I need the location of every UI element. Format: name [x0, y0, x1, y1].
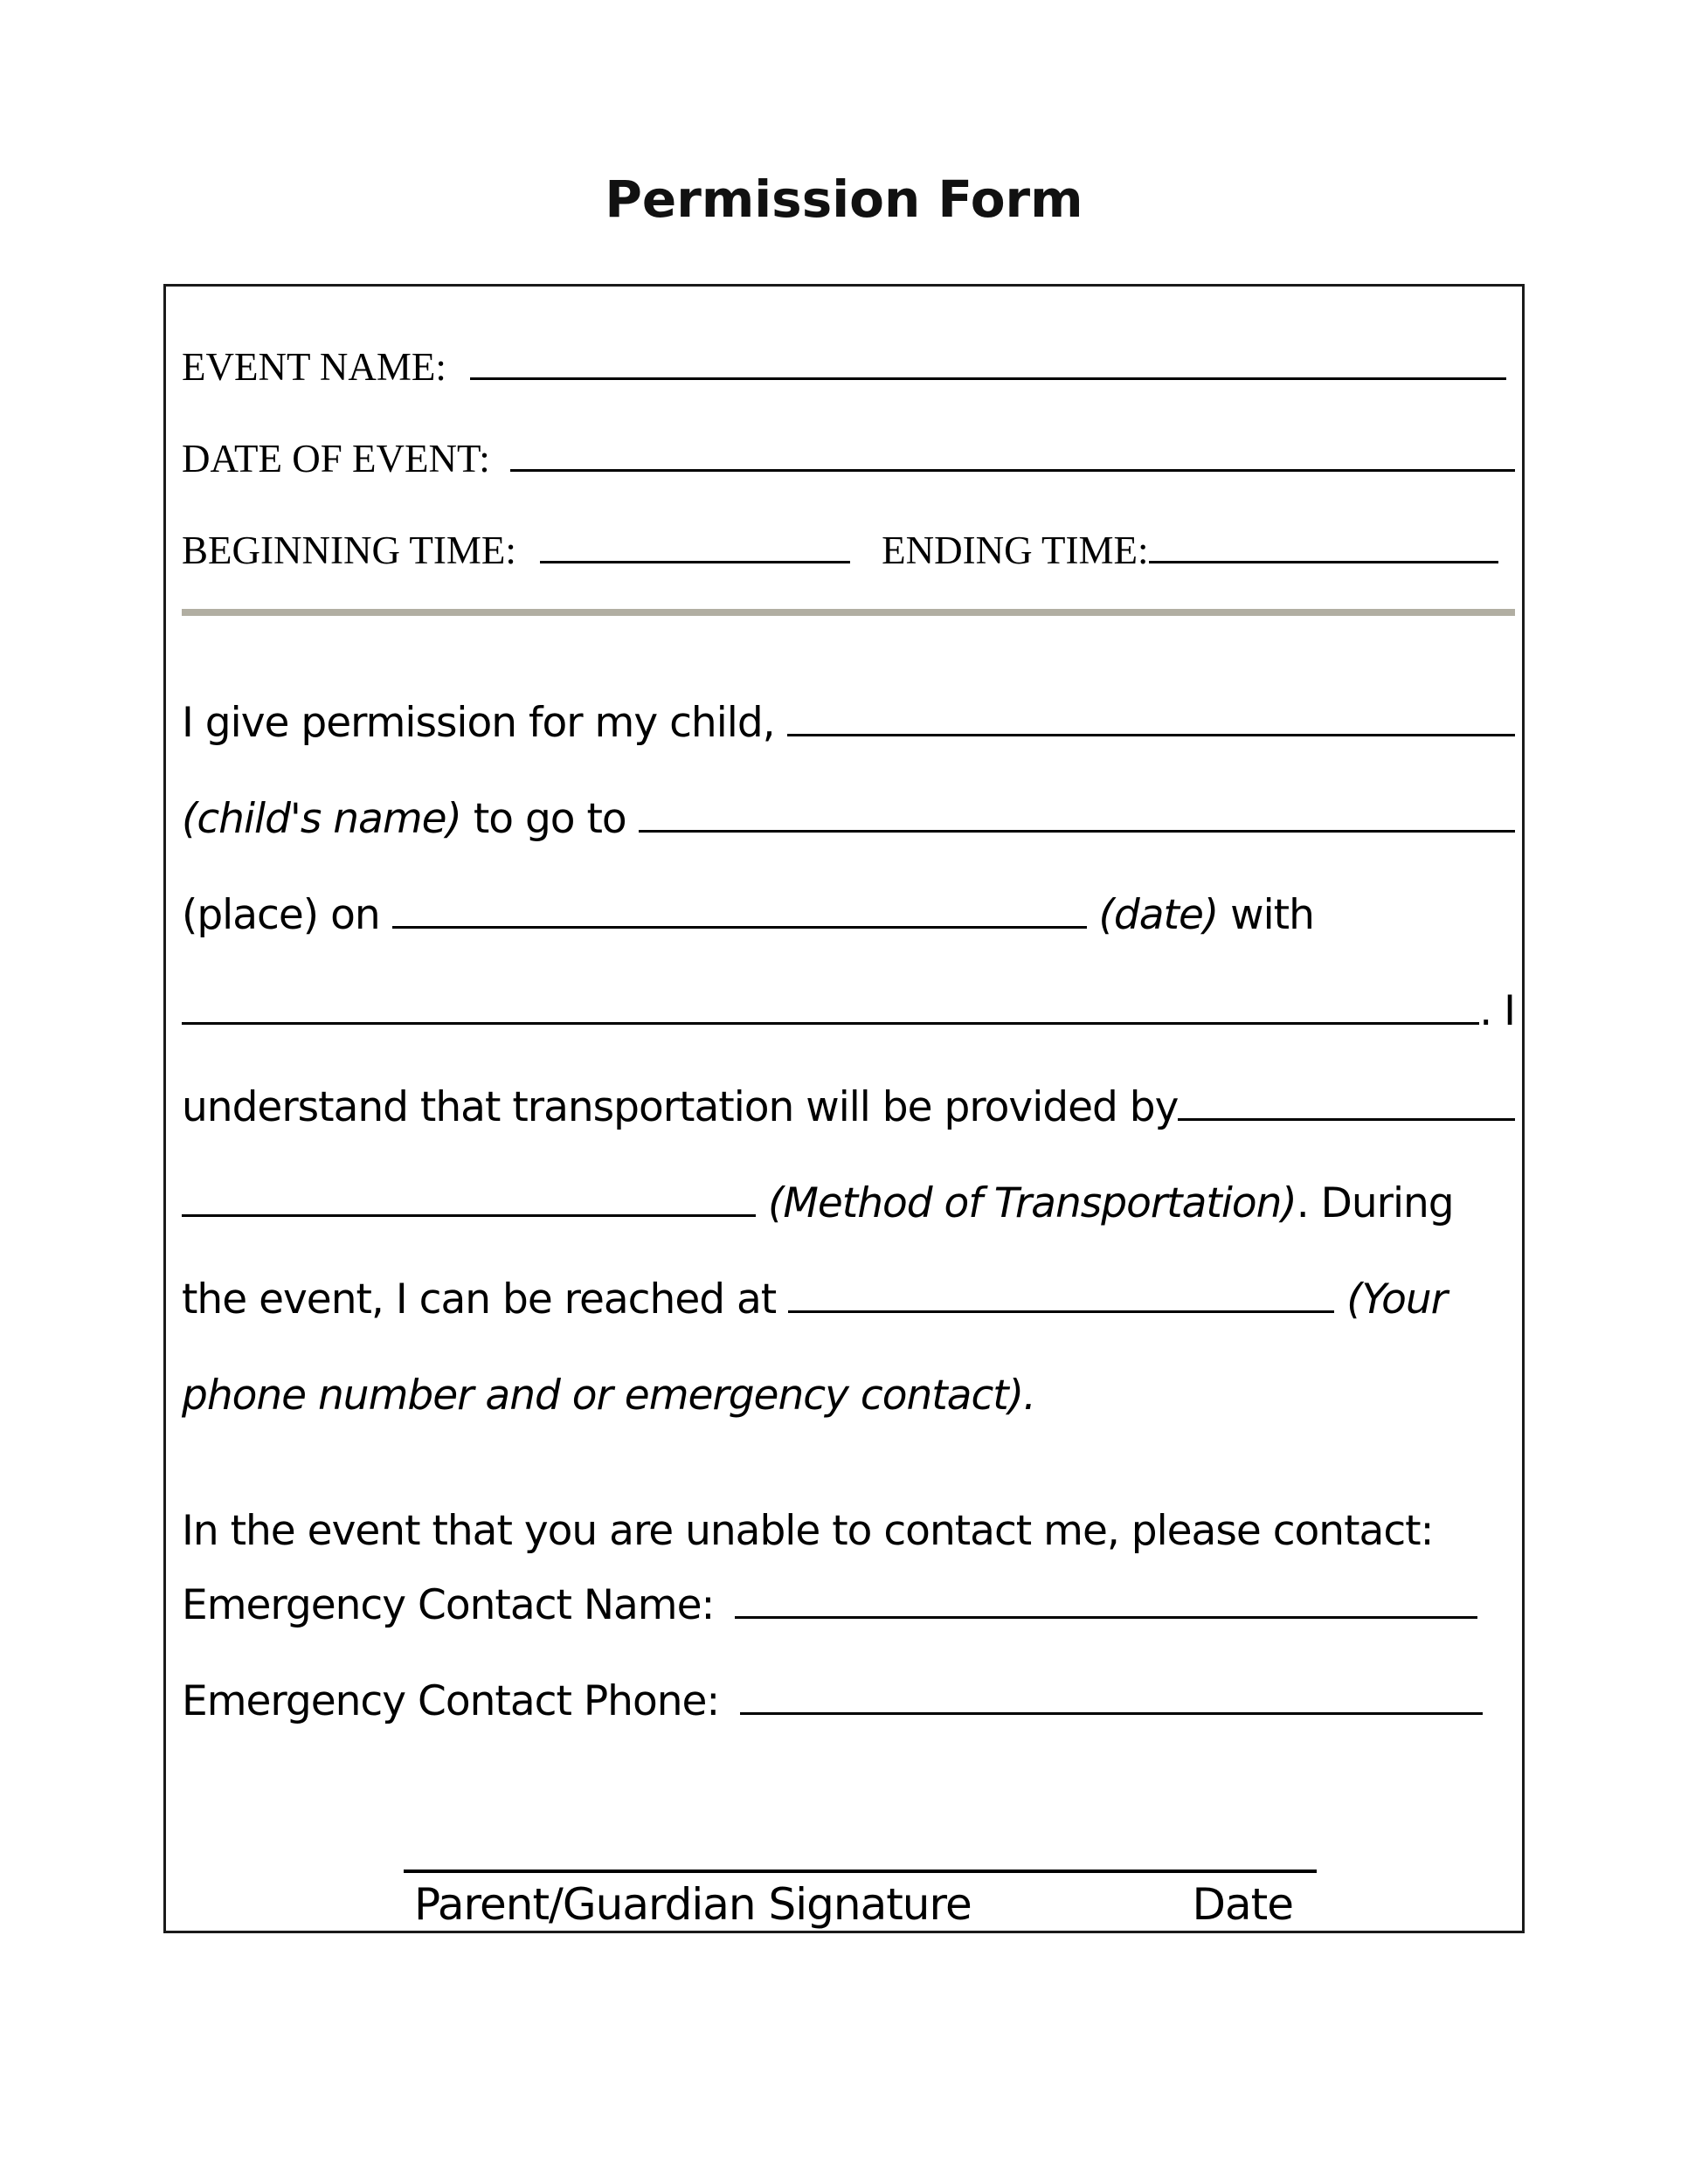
paragraph-line-1: [182, 675, 1515, 771]
transportation-blank-1: [1178, 1118, 1515, 1121]
permission-text-5: . I: [1479, 987, 1515, 1035]
emergency-phone-label: Emergency Contact Phone:: [182, 1677, 732, 1725]
emergency-phone-row: [182, 1654, 1515, 1750]
date-of-event-row: [182, 413, 1515, 505]
date-hint: (date): [1098, 891, 1219, 939]
emergency-phone-blank: [740, 1712, 1483, 1715]
paragraph-line-2: [182, 771, 1515, 867]
transportation-hint: (Method of Transportation): [768, 1179, 1297, 1227]
paragraph-line-7: [182, 1252, 1515, 1348]
permission-paragraph: [182, 675, 1515, 1444]
date-of-event-blank: [510, 469, 1515, 472]
permission-text-6: understand that transportation will be provided by: [182, 1083, 1179, 1131]
date-blank: [392, 926, 1087, 929]
beginning-time-label: BEGINNING TIME:: [182, 529, 527, 572]
phone-hint-2: phone number and or emergency contact).: [182, 1372, 1036, 1420]
emergency-name-label: Emergency Contact Name:: [182, 1581, 727, 1629]
permission-text-3: (place) on: [182, 891, 392, 939]
date-of-event-label: DATE OF EVENT:: [182, 437, 500, 480]
permission-text-1: I give permission for my child,: [182, 699, 787, 747]
signature-label: Parent/Guardian Signature: [414, 1879, 972, 1930]
paragraph-line-5: [182, 1060, 1515, 1156]
paragraph-line-4: [182, 964, 1515, 1060]
form-title: Permission Form: [605, 169, 1083, 229]
reached-at-blank: [788, 1310, 1334, 1313]
paragraph-line-6: [182, 1156, 1515, 1252]
event-name-row: [182, 321, 1515, 413]
date-label: Date: [1192, 1879, 1293, 1930]
paragraph-line-3: [182, 867, 1515, 964]
child-name-hint: (child's name): [182, 795, 461, 843]
permission-text-7: . During: [1296, 1179, 1454, 1227]
chaperone-blank: [182, 1022, 1479, 1025]
section-divider: [182, 609, 1515, 616]
place-blank: [639, 830, 1515, 833]
emergency-name-blank: [735, 1616, 1477, 1619]
event-name-label: EVENT NAME:: [182, 345, 457, 389]
beginning-time-blank: [540, 561, 850, 563]
times-row: [182, 505, 1515, 597]
event-name-blank: [470, 377, 1506, 380]
ending-time-blank: [1149, 561, 1498, 563]
form-box: [163, 284, 1525, 1933]
transportation-blank-2: [182, 1214, 756, 1217]
emergency-intro-text: In the event that you are unable to contact me, please contact:: [182, 1507, 1434, 1555]
signature-line: [404, 1870, 1317, 1931]
permission-text-4: with: [1218, 891, 1314, 939]
permission-text-8: the event, I can be reached at: [182, 1275, 789, 1324]
paragraph-line-8: [182, 1348, 1515, 1444]
child-name-blank: [787, 734, 1515, 736]
ending-time-label: ENDING TIME:: [882, 529, 1149, 572]
permission-text-2: to go to: [460, 795, 639, 843]
signature-labels: [404, 1873, 1317, 1931]
phone-hint-1: (Your: [1346, 1275, 1447, 1324]
